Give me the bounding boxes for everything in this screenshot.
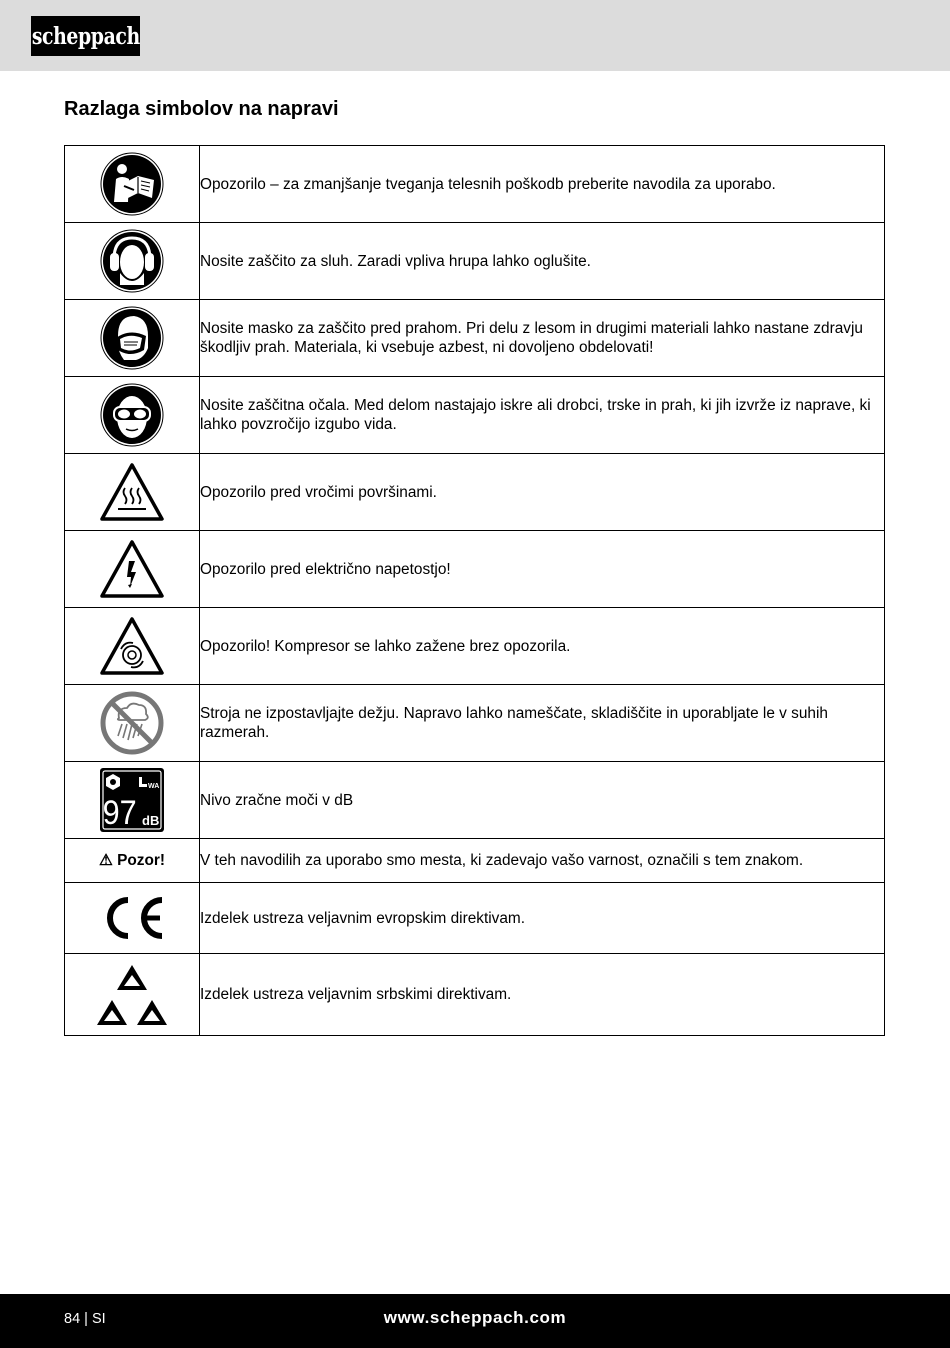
symbol-cell [65,454,200,531]
symbol-description: Nosite zaščitna očala. Med delom nastajajo iskre ali drobci, trske in prah, ki jih izvrže iz naprave, ki lahko povzročijo izgubo vida. [200,377,885,454]
symbol-description: Nosite zaščito za sluh. Zaradi vpliva hrupa lahko oglušite. [200,223,885,300]
symbol-description: Stroja ne izpostavljajte dežju. Napravo lahko nameščate, skladiščite in uporabljate le v suhih razmerah. [200,685,885,762]
website-link[interactable]: www.scheppach.com [383,1308,567,1327]
symbol-description: Opozorilo! Kompresor se lahko zažene brez opozorila. [200,608,885,685]
table-row [65,531,885,608]
sound-power-sub-label: WA [148,783,160,790]
symbol-cell [65,839,200,883]
symbol-description: V teh navodilih za uporabo smo mesta, ki zadevajo vašo varnost, označili s tem znakom. [200,839,885,883]
symbol-description: Opozorilo – za zmanjšanje tveganja telesnih poškodb preberite navodila za uporabo. [200,146,885,223]
symbol-cell [65,685,200,762]
page-title: Razlaga simbolov na napravi [64,98,339,120]
symbol-cell [65,608,200,685]
symbol-cell [65,883,200,954]
pozor-label [99,852,165,869]
table-row [65,377,885,454]
symbol-description: Nivo zračne moči v dB [200,762,885,839]
hot-surface-warning-icon [99,462,165,522]
table-row [65,300,885,377]
symbol-cell [65,377,200,454]
symbol-cell [65,223,200,300]
ce-mark-icon [99,894,165,942]
symbol-description: Izdelek ustreza veljavnim srbskimi direktivam. [200,954,885,1036]
table-row [65,762,885,839]
sound-power-value: 97 [102,793,137,832]
symbol-table [64,145,885,1036]
page-header [0,0,950,71]
page-footer [0,1294,950,1348]
symbol-cell [65,762,200,839]
pozor-text: Pozor! [117,852,165,869]
dust-mask-icon [100,306,164,370]
table-row [65,839,885,883]
warning-triangle-icon: ⚠ [99,852,113,869]
page-number-value: 84 [64,1311,81,1327]
logo-text: scheppach [31,22,140,50]
serbian-conformity-mark-icon [95,962,169,1028]
symbol-description: Opozorilo pred električno napetostjo! [200,531,885,608]
table-row [65,454,885,531]
safety-goggles-icon [100,383,164,447]
language-code: SI [91,1311,106,1327]
symbol-cell [65,531,200,608]
no-rain-icon [99,690,165,756]
electric-voltage-warning-icon [99,539,165,599]
symbol-cell [65,300,200,377]
symbol-description: Nosite masko za zaščito pred prahom. Pri delu z lesom in drugimi materiali lahko nastane zdravju škodljiv prah. Materiala, ki vsebuje azbest, ni dovoljeno obdelovati! [200,300,885,377]
scheppach-logo [31,16,140,56]
symbol-cell [65,146,200,223]
table-row [65,954,885,1036]
symbol-cell [65,954,200,1036]
table-row [65,685,885,762]
hearing-protection-icon [100,229,164,293]
read-manual-icon [100,152,164,216]
table-row [65,608,885,685]
table-row [65,223,885,300]
automatic-start-warning-icon [99,616,165,676]
sound-power-unit: dB [142,813,160,828]
symbol-description: Opozorilo pred vročimi površinami. [200,454,885,531]
table-row [65,883,885,954]
table-row [65,146,885,223]
symbol-description: Izdelek ustreza veljavnim evropskim direktivam. [200,883,885,954]
page-number: 84 | SI [64,1311,106,1327]
sound-power-level-icon [99,767,165,833]
